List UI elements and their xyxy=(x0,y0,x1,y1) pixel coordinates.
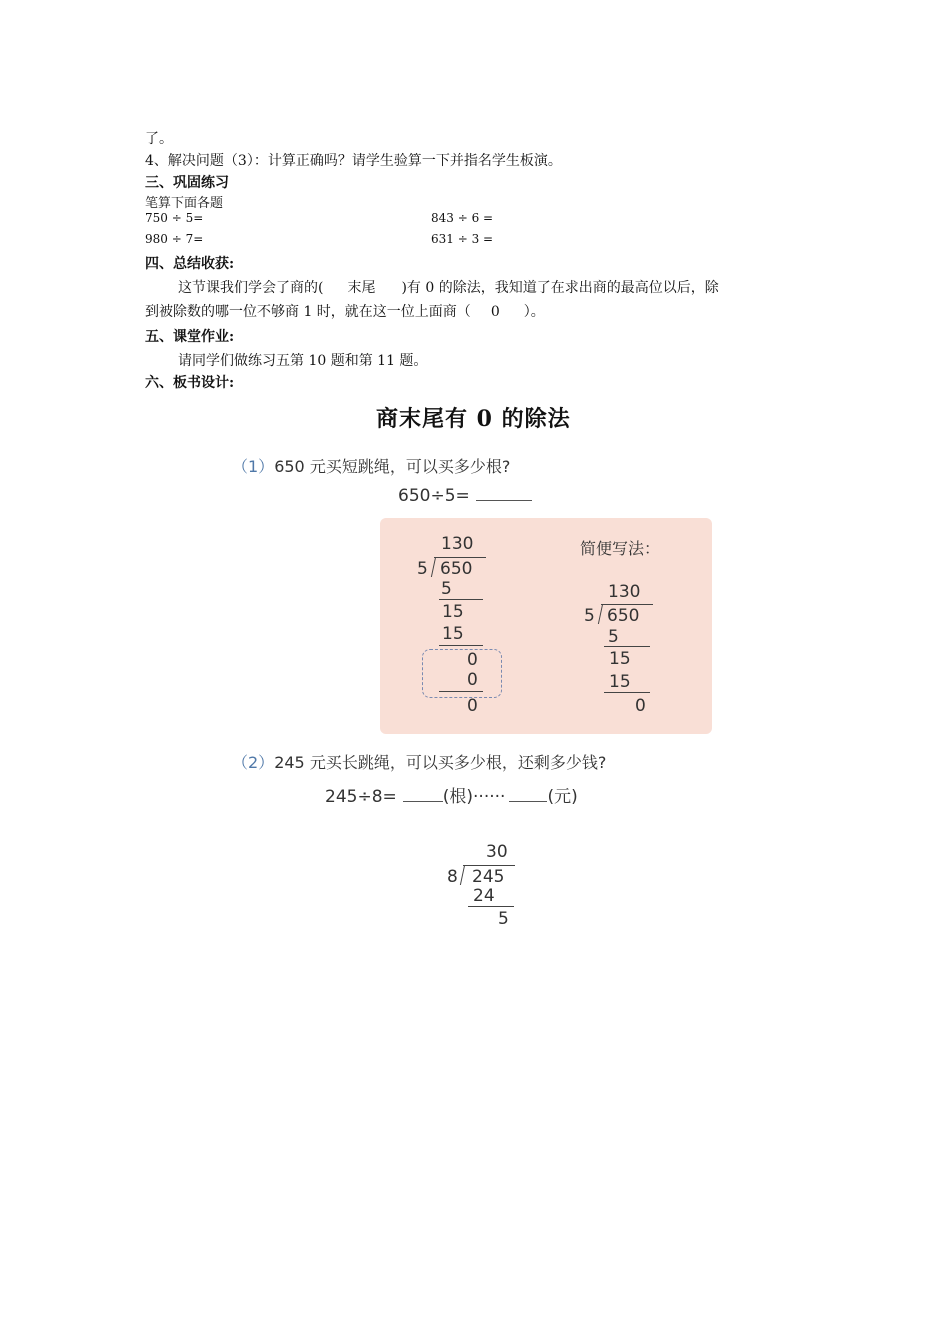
step-product: 24 xyxy=(473,886,495,906)
question-1 xyxy=(232,454,510,477)
step-product: 5 xyxy=(441,579,452,599)
divisor: 5 xyxy=(417,559,428,579)
equation-2 xyxy=(325,782,578,807)
practice-problem: 980 ÷ 7= xyxy=(145,232,204,246)
equation-text: 650÷5= xyxy=(398,486,470,506)
summary-text: ）。 xyxy=(523,304,545,320)
answer-blank xyxy=(476,500,532,501)
board-title: 商末尾有 0 的除法 xyxy=(376,406,571,432)
equation-text: (根)······ xyxy=(442,787,506,807)
practice-problem: 843 ÷ 6 = xyxy=(431,211,494,225)
step-product: 0 xyxy=(467,670,478,690)
summary-text: )有 0 的除法，我知道了在求出商的最高位以后，除 xyxy=(401,280,719,296)
step-product: 15 xyxy=(609,672,631,692)
practice-problem: 631 ÷ 3 = xyxy=(431,232,494,246)
question-number: （1） xyxy=(232,457,275,476)
step-remainder: 15 xyxy=(609,649,631,669)
quotient: 30 xyxy=(486,842,508,862)
text-line: 了。 xyxy=(145,131,173,147)
section-heading: 四、总结收获: xyxy=(145,256,235,272)
divisor: 5 xyxy=(584,606,595,626)
question-text: 650 元买短跳绳，可以买多少根? xyxy=(274,457,511,476)
summary-text: 到被除数的哪一位不够商 1 时，就在这一位上面商（ xyxy=(145,304,471,320)
practice-problem: 750 ÷ 5= xyxy=(145,211,204,225)
worked-example-panel xyxy=(380,518,712,734)
quotient: 130 xyxy=(608,582,641,602)
final-remainder: 0 xyxy=(467,696,478,716)
step-remainder: 15 xyxy=(442,602,464,622)
text-line: 请同学们做练习五第 10 题和第 11 题。 xyxy=(178,353,428,369)
simple-method-label: 简便写法： xyxy=(580,539,661,558)
summary-answer: 0 xyxy=(490,304,500,320)
equation-text: (元) xyxy=(547,787,578,807)
divisor: 8 xyxy=(447,867,458,887)
summary-line xyxy=(178,277,719,297)
step-product: 5 xyxy=(608,627,619,647)
section-heading: 五、课堂作业: xyxy=(145,329,235,345)
answer-blank xyxy=(509,801,547,802)
final-remainder: 0 xyxy=(635,696,646,716)
summary-text: 这节课我们学会了商的( xyxy=(178,280,324,296)
section-heading: 六、板书设计: xyxy=(145,375,235,391)
question-2 xyxy=(232,750,606,773)
section-heading: 三、巩固练习 xyxy=(145,175,229,191)
text-line: 4、解决问题（3）：计算正确吗？请学生验算一下并指名学生板演。 xyxy=(145,153,562,169)
dividend: 650 xyxy=(607,606,640,626)
text-line: 笔算下面各题 xyxy=(145,196,224,211)
equation-1 xyxy=(398,486,532,506)
dividend: 650 xyxy=(440,559,473,579)
step-remainder: 0 xyxy=(467,650,478,670)
question-text: 245 元买长跳绳，可以买多少根，还剩多少钱? xyxy=(274,753,607,772)
step-product: 15 xyxy=(442,624,464,644)
answer-blank xyxy=(403,801,443,802)
equation-text: 245÷8= xyxy=(325,787,397,807)
summary-answer: 末尾 xyxy=(347,280,376,296)
dividend: 245 xyxy=(472,867,505,887)
summary-line xyxy=(145,301,545,321)
quotient: 130 xyxy=(441,534,474,554)
question-number: （2） xyxy=(232,753,275,772)
final-remainder: 5 xyxy=(498,909,509,929)
